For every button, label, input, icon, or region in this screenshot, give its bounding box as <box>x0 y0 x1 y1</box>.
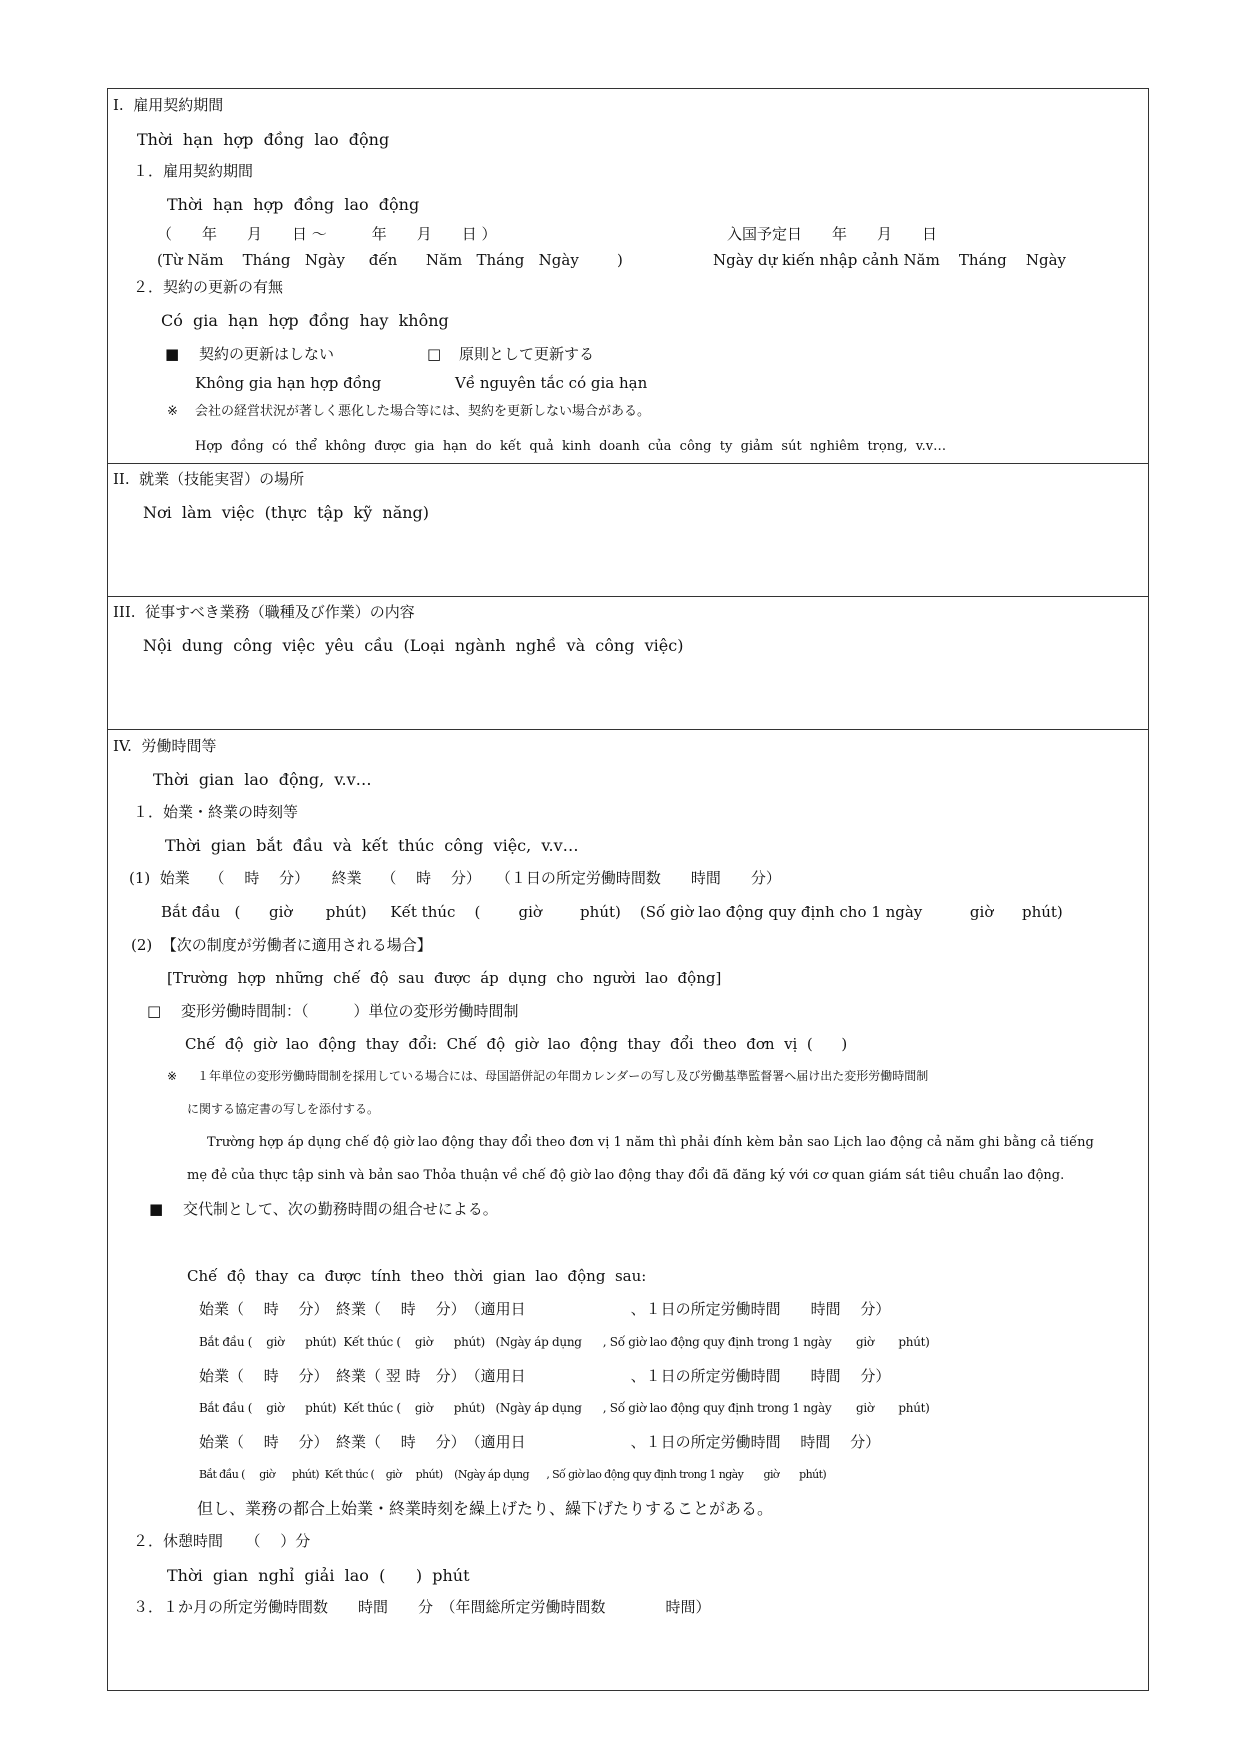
renewal-subheading: Có gia hạn hợp đồng hay không <box>161 311 449 330</box>
section-divider-2 <box>108 596 1148 597</box>
shift-system-label-vn: Chế độ thay ca được tính theo thời gian lao động sau: <box>187 1267 647 1285</box>
section-1-title: I. 雇用契約期間 <box>113 96 224 114</box>
no-renewal-checkbox[interactable]: ■ <box>165 345 180 363</box>
break-time-heading: ２．休憩時間 （ ）分 <box>133 1532 311 1550</box>
section-3-title: III. 従事すべき業務（職種及び作業）の内容 <box>113 603 415 621</box>
work-hours-p2-jp: (2) 【次の制度が労働者に適用される場合】 <box>131 936 432 954</box>
flex-note-vn-line1: Trường hợp áp dụng chế độ giờ lao động thay đổi theo đơn vị 1 năm thì phải đính kèm bản sao Lịch lao động cả năm ghi bằng cả tiếng <box>207 1135 1094 1150</box>
section-2-subtitle: Nơi làm việc (thực tập kỹ năng) <box>143 503 430 522</box>
shift-3-vn: Bắt đầu ( giờ phút) Kết thúc ( giờ phút) (Ngày áp dụng , Số giờ lao động quy định trong 1 ngày giờ phút) <box>199 1468 827 1481</box>
break-time-subheading: Thời gian nghỉ giải lao ( ) phút <box>167 1566 470 1585</box>
flex-note-jp-line2: に関する協定書の写しを添付する。 <box>187 1102 380 1116</box>
section-4-title: IV. 労働時間等 <box>113 737 217 755</box>
work-hours-p2-vn: [Trường hợp những chế độ sau được áp dụng cho người lao động] <box>167 969 722 987</box>
contract-period-dates-vn: (Từ Năm Tháng Ngày đến Năm Tháng Ngày ) <box>157 251 623 269</box>
renewal-note-mark: ※ <box>167 404 178 419</box>
no-renewal-label-vn: Không gia hạn hợp đồng <box>195 374 382 392</box>
renewal-label-vn: Về nguyên tắc có gia hạn <box>455 374 648 392</box>
work-hours-heading: １．始業・終業の時刻等 <box>133 803 299 821</box>
renewal-note-jp: 会社の経営状況が著しく悪化した場合等には、契約を更新しない場合がある。 <box>195 404 651 419</box>
section-1-subtitle: Thời hạn hợp đồng lao động <box>137 130 390 149</box>
shift-system-label-jp: 交代制として、次の勤務時間の組合せによる。 <box>183 1200 498 1218</box>
flex-note-mark: ※ <box>167 1069 178 1083</box>
shift-3-jp: 始業（ 時 分） 終業（ 時 分） （適用日 、１日の所定労働時間 時間 分） <box>199 1433 881 1451</box>
contract-period-dates-jp: （ 年 月 日 ～ 年 月 日 ） <box>157 225 497 243</box>
no-renewal-label-jp: 契約の更新はしない <box>199 345 335 363</box>
shift-2-vn: Bắt đầu ( giờ phút) Kết thúc ( giờ phút) (Ngày áp dụng , Số giờ lao động quy định trong 1 ngày giờ phút) <box>199 1401 930 1415</box>
shift-1-jp: 始業（ 時 分） 終業（ 時 分） （適用日 、１日の所定労働時間 時間 分） <box>199 1300 891 1318</box>
section-2-title: II. 就業（技能実習）の場所 <box>113 470 305 488</box>
renewal-checkbox[interactable]: □ <box>427 345 442 363</box>
work-hours-p1-vn: Bắt đầu ( giờ phút) Kết thúc ( giờ phút) (Số giờ lao động quy định cho 1 ngày giờ phút) <box>161 903 1063 921</box>
flex-hours-label-vn: Chế độ giờ lao động thay đổi: Chế độ giờ lao động thay đổi theo đơn vị ( ) <box>185 1035 848 1053</box>
contract-period-subheading: Thời hạn hợp đồng lao động <box>167 195 420 214</box>
entry-date-vn: Ngày dự kiến nhập cảnh Năm Tháng Ngày <box>713 251 1067 269</box>
monthly-hours-heading: ３．１か月の所定労働時間数 時間 分 （年間総所定労働時間数 時間） <box>133 1598 711 1616</box>
renewal-heading: ２．契約の更新の有無 <box>133 278 284 296</box>
work-hours-p1-jp: (1) 始業 （ 時 分） 終業 （ 時 分） （１日の所定労働時間数 時間 分） <box>129 869 781 887</box>
renewal-label-jp: 原則として更新する <box>459 345 595 363</box>
flex-note-jp-line1: １年単位の変形労働時間制を採用している場合には、母国語併記の年間カレンダーの写し及び労働基準監督署へ届け出た変形労働時間制 <box>197 1069 929 1083</box>
flex-hours-label-jp: 変形労働時間制：（ ）単位の変形労働時間制 <box>181 1002 519 1020</box>
shift-1-vn: Bắt đầu ( giờ phút) Kết thúc ( giờ phút) (Ngày áp dụng , Số giờ lao động quy định trong 1 ngày giờ phút) <box>199 1335 930 1349</box>
flex-note-vn-line2: mẹ đẻ của thực tập sinh và bản sao Thỏa thuận về chế độ giờ lao động thay đổi đã đăng ký với cơ quan giám sát tiêu chuẩn lao động. <box>187 1168 1065 1183</box>
entry-date-jp: 入国予定日 年 月 日 <box>727 225 938 243</box>
renewal-note-vn: Hợp đồng có thể không được gia hạn do kết quả kinh doanh của công ty giảm sút nghiêm trọng, v.v… <box>195 439 947 454</box>
section-4-subtitle: Thời gian lao động, v.v… <box>153 770 372 789</box>
section-divider-1 <box>108 463 1148 464</box>
shift-adjustment-note-jp: 但し、業務の都合上始業・終業時刻を繰上げたり、繰下げたりすることがある。 <box>197 1499 774 1518</box>
shift-2-jp: 始業（ 時 分） 終業（ 翌 時 分） （適用日 、１日の所定労働時間 時間 分） <box>199 1367 891 1385</box>
section-3-subtitle: Nội dung công việc yêu cầu (Loại ngành nghề và công việc) <box>143 636 684 655</box>
contract-period-heading: １．雇用契約期間 <box>133 162 254 180</box>
section-divider-3 <box>108 729 1148 730</box>
flex-hours-checkbox[interactable]: □ <box>147 1002 162 1020</box>
shift-system-checkbox[interactable]: ■ <box>149 1200 164 1218</box>
work-hours-subheading: Thời gian bắt đầu và kết thúc công việc, v.v… <box>165 836 579 855</box>
